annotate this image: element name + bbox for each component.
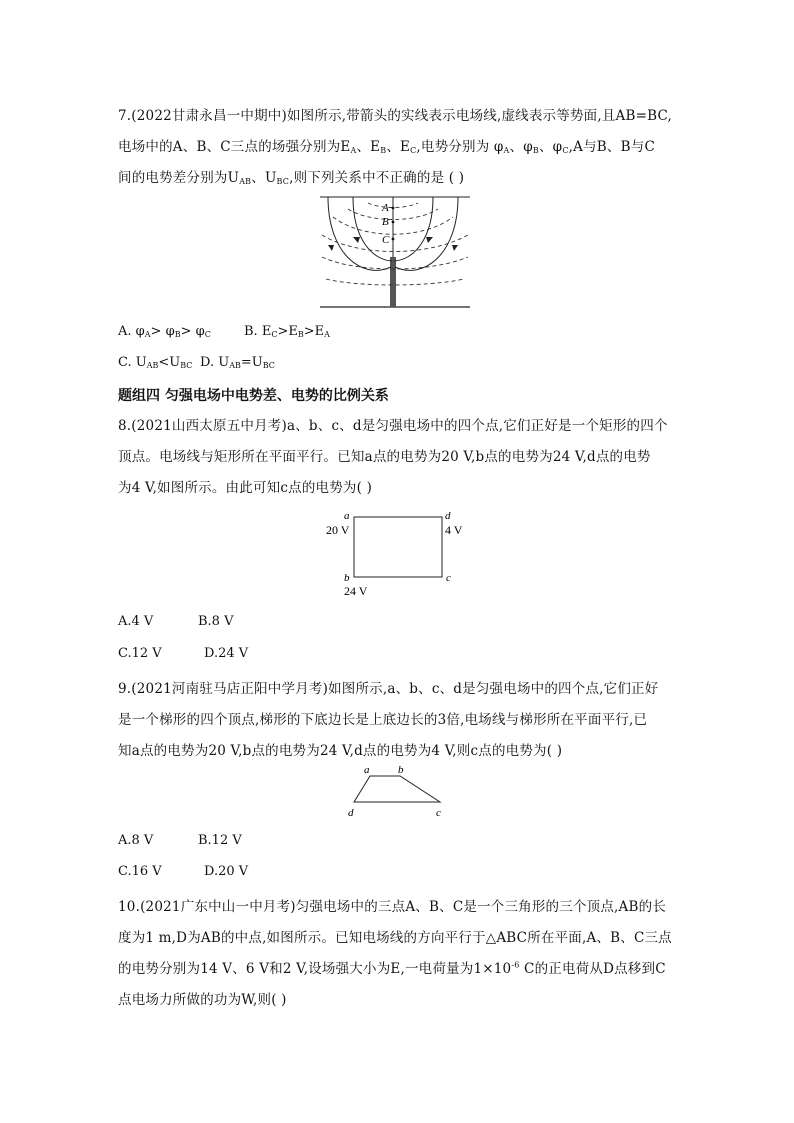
q8-line-3: 为4 V,如图所示。由此可知c点的电势为( ) xyxy=(118,480,373,496)
q8-line-2: 顶点。电场线与矩形所在平面平行。已知a点的电势为20 V,b点的电势为24 V,d点的电势 xyxy=(118,449,651,465)
text-span: =U xyxy=(240,355,263,370)
q9-line-1: 9.(2021河南驻马店正阳中学月考)如图所示,a、b、c、d是匀强电场中的四个点,它们正好 xyxy=(118,681,659,697)
subscript: C xyxy=(410,146,417,155)
text-span: C的正电荷从D点移到C xyxy=(519,961,666,977)
q9-option-b[interactable]: B.12 V xyxy=(198,833,242,848)
text-span: ,电势分别为 φ xyxy=(416,139,504,155)
text-span: ,则下列关系中不正确的是 ( ) xyxy=(289,170,465,186)
subscript: A xyxy=(350,146,357,155)
subscript: B xyxy=(174,330,181,339)
text-span: C. U xyxy=(118,355,147,370)
q9-option-d[interactable]: D.20 V xyxy=(204,864,249,879)
subscript: BC xyxy=(262,361,275,370)
text-span: B. E xyxy=(244,324,272,339)
q9-line-2: 是一个梯形的四个顶点,梯形的下底边长是上底边长的3倍,电场线与梯形所在平面平行,已 xyxy=(118,712,648,728)
text-span: 电场中的A、B、C三点的场强分别为E xyxy=(118,139,351,155)
q8-options-row-1 xyxy=(118,614,233,629)
subscript: A xyxy=(144,330,151,339)
subscript: A xyxy=(503,146,510,155)
subscript: AB xyxy=(229,361,241,370)
text-span: 、E xyxy=(356,139,381,155)
label-a: a xyxy=(344,510,350,522)
subscript: BC xyxy=(276,177,290,186)
q7-options-row-1 xyxy=(118,324,330,339)
label-4v: 4 V xyxy=(445,523,463,537)
electrode xyxy=(390,257,396,307)
q9-options-row-1 xyxy=(118,833,242,848)
text-span: > φ xyxy=(150,324,175,339)
q8-line-1: 8.(2021山西太原五中月考)a、b、c、d是匀强电场中的四个点,它们正好是一个矩形的四个 xyxy=(118,418,668,434)
q8-option-d[interactable]: D.24 V xyxy=(204,646,249,661)
q8-options-row-2 xyxy=(118,646,248,661)
q8-option-c[interactable]: C.12 V xyxy=(118,646,162,661)
text-span: 、φ xyxy=(538,139,563,155)
q7-option-a[interactable] xyxy=(118,324,244,339)
q10-line-1: 10.(2021广东中山一中月考)匀强电场中的三点A、B、C是一个三角形的三个顶点,AB的长 xyxy=(118,899,667,915)
label-A: A xyxy=(382,202,389,214)
text-span: 、φ xyxy=(509,139,533,155)
text-span: A. φ xyxy=(118,324,145,339)
label-B: B xyxy=(382,216,389,228)
label-24v: 24 V xyxy=(344,584,368,598)
label-b: b xyxy=(344,572,350,584)
text-span: D. U xyxy=(200,355,230,370)
q10-line-3 xyxy=(118,957,666,977)
label-a: a xyxy=(364,764,370,776)
subscript: B xyxy=(532,146,539,155)
text-span: >E xyxy=(303,324,325,339)
text-span: 的电势分别为14 V、6 V和2 V,设场强大小为E,一电荷量为1×10 xyxy=(118,961,512,977)
subscript: B xyxy=(297,330,304,339)
q7-line-2 xyxy=(118,135,655,155)
subscript: A xyxy=(324,330,330,339)
text-span: 、E xyxy=(386,139,411,155)
label-c: c xyxy=(436,807,441,819)
superscript: -6 xyxy=(511,960,520,970)
label-c: c xyxy=(446,572,451,584)
label-d: d xyxy=(348,807,354,819)
subscript: B xyxy=(380,146,387,155)
trapezoid xyxy=(354,776,440,802)
q8-rectangle-figure xyxy=(322,508,482,598)
section-heading: 题组四 匀强电场中电势差、电势的比例关系 xyxy=(118,388,389,404)
q8-option-a[interactable]: A.4 V xyxy=(118,614,154,629)
q7-option-b[interactable] xyxy=(244,324,330,339)
q9-option-c[interactable]: C.16 V xyxy=(118,864,162,879)
text-span: <U xyxy=(158,355,181,370)
q9-line-3: 知a点的电势为20 V,b点的电势为24 V,d点的电势为4 V,则c点的电势为( ) xyxy=(118,743,563,759)
text-span: 、U xyxy=(251,170,277,186)
q8-option-b[interactable]: B.8 V xyxy=(198,614,234,629)
q7-line-3 xyxy=(118,166,464,186)
subscript: BC xyxy=(180,361,193,370)
label-20v: 20 V xyxy=(326,523,350,537)
q7-options-row-2 xyxy=(118,355,275,370)
q7-option-c[interactable] xyxy=(118,355,200,370)
subscript: C xyxy=(562,146,569,155)
label-C: C xyxy=(382,234,390,246)
subscript: AB xyxy=(239,177,252,186)
subscript: AB xyxy=(146,361,159,370)
q7-line-1: 7.(2022甘肃永昌一中期中)如图所示,带箭头的实线表示电场线,虚线表示等势面,且AB=BC, xyxy=(118,108,673,124)
q9-option-a[interactable]: A.8 V xyxy=(118,833,154,848)
subscript: C xyxy=(204,330,211,339)
label-b: b xyxy=(398,764,404,776)
text-span: 间的电势差分别为U xyxy=(118,170,240,186)
q9-trapezoid-figure xyxy=(344,762,454,820)
q7-field-figure xyxy=(318,195,488,313)
text-span: ,A与B、B与C xyxy=(568,139,655,155)
q7-option-d[interactable] xyxy=(200,355,275,370)
q10-line-4: 点电场力所做的功为W,则( ) xyxy=(118,992,287,1008)
q9-options-row-2 xyxy=(118,864,248,879)
label-d: d xyxy=(445,510,451,522)
rectangle xyxy=(354,517,442,577)
text-span: >E xyxy=(277,324,298,339)
q10-line-2: 度为1 m,D为AB的中点,如图所示。已知电场线的方向平行于△ABC所在平面,A、B、C三点 xyxy=(118,930,672,946)
text-span: > φ xyxy=(180,324,205,339)
subscript: C xyxy=(271,330,278,339)
